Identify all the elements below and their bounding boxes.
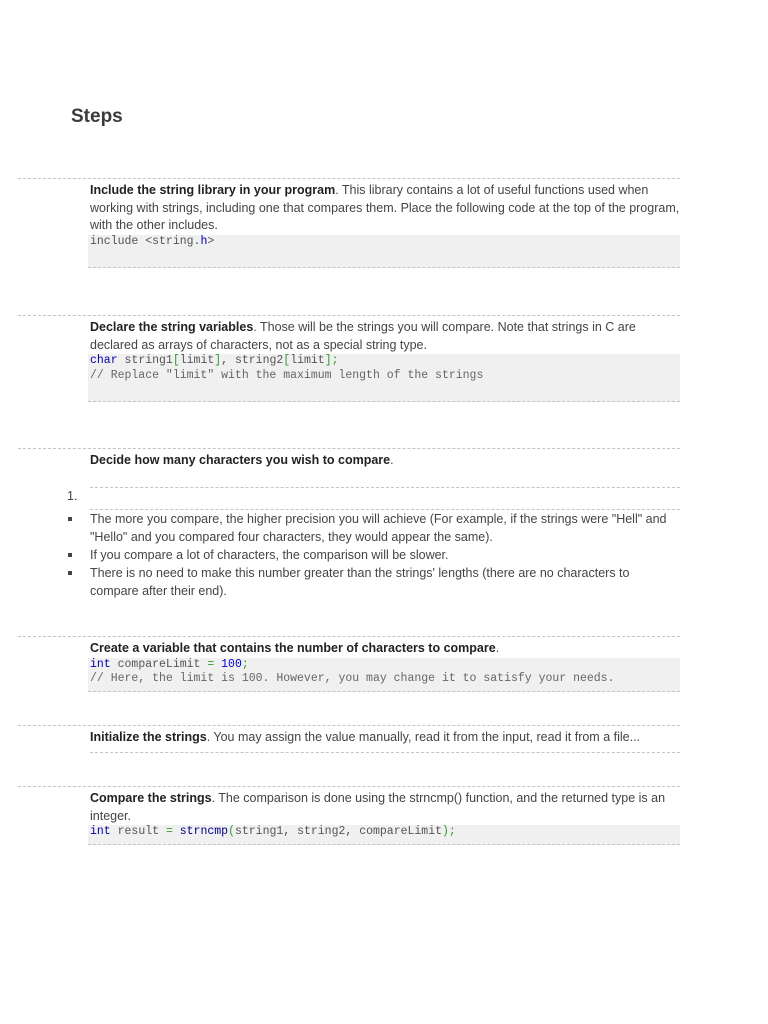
- step-description: . This library contains a lot of useful functions used when working with strings, including one that compares them. Place the following code at the top of the program, with the other includes.: [90, 183, 680, 232]
- code-token: limit: [179, 354, 215, 367]
- code-token: result: [110, 825, 166, 838]
- step-body: [90, 449, 680, 488]
- code-token: limit: [290, 354, 325, 367]
- code-token: char: [90, 354, 118, 367]
- code-token: string1: [117, 354, 173, 367]
- step-title: Declare the string variables: [90, 320, 254, 334]
- step-description: . Those will be the strings you will compare. Note that strings in C are declared as arrays of characters, not as a special string type.: [90, 320, 636, 352]
- step-body: [90, 316, 680, 402]
- step-body: [90, 726, 680, 753]
- code-line: [90, 369, 678, 384]
- step-text: [90, 787, 680, 825]
- step-text: [90, 316, 680, 354]
- step-divider: [90, 487, 680, 488]
- step-title: Create a variable that contains the number of characters to compare: [90, 641, 496, 655]
- code-token: [173, 825, 180, 838]
- step-description: . You may assign the value manually, read it from the input, read it from a file...: [206, 730, 641, 744]
- code-token: // Here, the limit is 100. However, you may change it to satisfy your needs.: [90, 672, 615, 685]
- code-token: int: [90, 657, 111, 671]
- code-block: [88, 235, 680, 268]
- step-title: Include the string library in your program: [90, 183, 336, 197]
- code-token: h: [200, 234, 208, 248]
- code-token: (: [228, 825, 235, 838]
- step-description: .: [495, 641, 500, 655]
- code-token: ;: [241, 657, 249, 671]
- list-item: The more you compare, the higher precision you will achieve (For example, if the strings were "Hell" and "Hello" and you compared four characters, they would appear the same).: [66, 510, 680, 546]
- step-1: [18, 178, 680, 268]
- code-block: [88, 825, 680, 845]
- code-token: strncmp: [179, 825, 229, 838]
- code-token: .: [193, 234, 201, 248]
- step-text: [90, 637, 680, 658]
- code-token: compareLimit: [110, 657, 208, 671]
- step-text: [90, 179, 680, 235]
- code-token: // Replace "limit" with the maximum length of the strings: [90, 368, 484, 382]
- step-3: [18, 448, 680, 488]
- code-token: [: [283, 354, 291, 367]
- code-token: , string2: [221, 354, 284, 367]
- code-token: <: [145, 234, 153, 248]
- code-line: [90, 672, 678, 687]
- code-line: [90, 354, 678, 369]
- code-token: );: [442, 825, 456, 838]
- code-token: int: [90, 825, 111, 838]
- list-item: If you compare a lot of characters, the comparison will be slower.: [66, 546, 680, 564]
- step-text: [90, 726, 680, 747]
- step-title: Initialize the strings: [90, 730, 207, 744]
- code-token: =: [207, 657, 215, 671]
- code-token: [: [172, 354, 180, 367]
- tips-list: [66, 510, 680, 600]
- step-4: [18, 636, 680, 692]
- code-token: include: [90, 234, 146, 248]
- step-body: [90, 637, 680, 692]
- step-2: [18, 315, 680, 402]
- list-item: There is no need to make this number greater than the strings' lengths (there are no characters to compare after their end).: [66, 564, 680, 600]
- step-text: [90, 449, 680, 470]
- step-description: .: [390, 453, 394, 467]
- step-body: [90, 787, 680, 845]
- step-title: Compare the strings: [90, 791, 212, 805]
- step-description: . The comparison is done using the strncmp() function, and the returned type is an integer.: [90, 791, 666, 823]
- step-body: [90, 179, 680, 268]
- code-token: ];: [324, 354, 339, 367]
- code-token: string: [152, 234, 194, 248]
- step-5: [18, 725, 680, 753]
- step-divider: [90, 752, 680, 753]
- numbered-marker: 1.: [67, 489, 78, 503]
- code-token: string1, string2, compareLimit: [234, 825, 443, 838]
- code-block: [88, 354, 680, 402]
- code-token: ]: [214, 354, 222, 367]
- code-line: [90, 235, 678, 250]
- code-token: 100: [221, 657, 242, 671]
- step-title: Decide how many characters you wish to compare: [90, 453, 391, 467]
- code-line: [90, 825, 678, 840]
- code-token: =: [165, 825, 173, 838]
- code-block: [88, 658, 680, 692]
- step-6: [18, 786, 680, 845]
- page-title: Steps: [71, 106, 123, 127]
- code-line: [90, 658, 678, 673]
- code-token: >: [207, 234, 215, 248]
